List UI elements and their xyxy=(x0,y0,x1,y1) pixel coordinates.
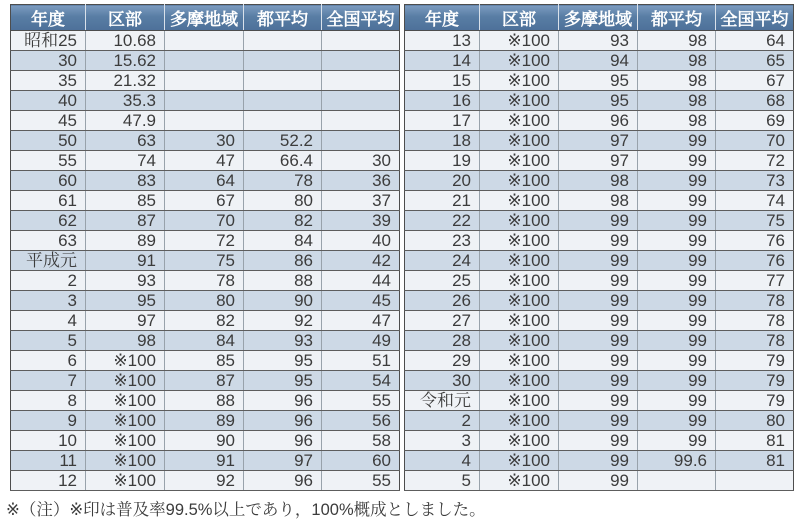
table-row xyxy=(11,371,400,391)
value-cell: 97 xyxy=(559,131,638,151)
value-cell: 96 xyxy=(244,391,322,411)
table-row xyxy=(405,111,794,131)
table-row xyxy=(405,451,794,471)
table-row xyxy=(405,71,794,91)
value-cell: 78 xyxy=(244,171,322,191)
value-cell: 84 xyxy=(244,231,322,251)
year-cell: 17 xyxy=(405,111,480,131)
value-cell: 21.32 xyxy=(86,71,165,91)
value-cell: 99 xyxy=(559,251,638,271)
value-cell: 80 xyxy=(165,291,244,311)
value-cell: 30 xyxy=(165,131,244,151)
value-cell: ※100 xyxy=(480,51,559,71)
year-cell: 12 xyxy=(11,471,86,491)
year-cell: 令和元 xyxy=(405,391,480,411)
value-cell: 85 xyxy=(165,351,244,371)
value-cell: 97 xyxy=(559,151,638,171)
value-cell: ※100 xyxy=(480,311,559,331)
column-header: 全国平均 xyxy=(716,5,794,31)
value-cell: 67 xyxy=(165,191,244,211)
value-cell: 89 xyxy=(86,231,165,251)
value-cell: 79 xyxy=(716,371,794,391)
value-cell: 98 xyxy=(638,31,716,51)
value-cell: 99 xyxy=(638,371,716,391)
value-cell: 89 xyxy=(165,411,244,431)
value-cell: 40 xyxy=(322,231,400,251)
value-cell: 88 xyxy=(244,271,322,291)
year-cell: 18 xyxy=(405,131,480,151)
value-cell: ※100 xyxy=(480,31,559,51)
table-row xyxy=(11,151,400,171)
table-row xyxy=(405,271,794,291)
value-cell: 99 xyxy=(559,331,638,351)
table-row xyxy=(405,411,794,431)
value-cell xyxy=(638,471,716,491)
value-cell: 86 xyxy=(244,251,322,271)
table-row xyxy=(11,311,400,331)
year-cell: 26 xyxy=(405,291,480,311)
value-cell: ※100 xyxy=(480,471,559,491)
value-cell xyxy=(244,111,322,131)
value-cell: 72 xyxy=(716,151,794,171)
value-cell: 99 xyxy=(638,171,716,191)
table-row xyxy=(405,431,794,451)
year-cell: 50 xyxy=(11,131,86,151)
value-cell: 93 xyxy=(244,331,322,351)
year-cell: 2 xyxy=(405,411,480,431)
value-cell: 56 xyxy=(322,411,400,431)
left-table xyxy=(10,4,400,491)
table-row xyxy=(405,171,794,191)
table-row xyxy=(11,271,400,291)
value-cell: 95 xyxy=(244,371,322,391)
year-cell: 28 xyxy=(405,331,480,351)
table-row xyxy=(11,471,400,491)
value-cell xyxy=(322,71,400,91)
value-cell: 99 xyxy=(638,271,716,291)
value-cell: 98 xyxy=(86,331,165,351)
table-row xyxy=(11,191,400,211)
value-cell: ※100 xyxy=(480,151,559,171)
value-cell: 97 xyxy=(244,451,322,471)
value-cell: 99 xyxy=(559,371,638,391)
year-cell: 27 xyxy=(405,311,480,331)
value-cell: 99 xyxy=(559,231,638,251)
value-cell: 55 xyxy=(322,391,400,411)
value-cell: ※100 xyxy=(480,351,559,371)
year-cell: 30 xyxy=(11,51,86,71)
value-cell: 60 xyxy=(322,451,400,471)
table-row xyxy=(11,291,400,311)
year-cell: 11 xyxy=(11,451,86,471)
value-cell: ※100 xyxy=(480,111,559,131)
table-row xyxy=(405,91,794,111)
value-cell xyxy=(322,131,400,151)
value-cell: 47 xyxy=(165,151,244,171)
value-cell: 99 xyxy=(638,131,716,151)
value-cell: ※100 xyxy=(480,131,559,151)
value-cell: 74 xyxy=(716,191,794,211)
value-cell: ※100 xyxy=(86,451,165,471)
value-cell: 81 xyxy=(716,451,794,471)
table-row xyxy=(11,331,400,351)
table-row xyxy=(405,331,794,351)
value-cell: 76 xyxy=(716,231,794,251)
year-cell: 23 xyxy=(405,231,480,251)
column-header: 区部 xyxy=(480,5,559,31)
table-row xyxy=(11,51,400,71)
table-row xyxy=(405,51,794,71)
value-cell: 67 xyxy=(716,71,794,91)
header-row xyxy=(11,5,400,31)
table-row xyxy=(11,391,400,411)
value-cell: 99 xyxy=(638,231,716,251)
value-cell: ※100 xyxy=(480,91,559,111)
value-cell: 47.9 xyxy=(86,111,165,131)
table-row xyxy=(11,111,400,131)
year-cell: 平成元 xyxy=(11,251,86,271)
table-row xyxy=(11,91,400,111)
value-cell: 49 xyxy=(322,331,400,351)
year-cell: 6 xyxy=(11,351,86,371)
year-cell: 19 xyxy=(405,151,480,171)
value-cell: 75 xyxy=(716,211,794,231)
value-cell: 95 xyxy=(86,291,165,311)
value-cell: 39 xyxy=(322,211,400,231)
value-cell: 72 xyxy=(165,231,244,251)
value-cell xyxy=(322,51,400,71)
table-row xyxy=(405,31,794,51)
column-header: 多摩地域 xyxy=(559,5,638,31)
value-cell: 93 xyxy=(86,271,165,291)
value-cell: 99 xyxy=(559,311,638,331)
value-cell: 10.68 xyxy=(86,31,165,51)
value-cell: ※100 xyxy=(480,71,559,91)
value-cell: 82 xyxy=(244,211,322,231)
table-row xyxy=(11,431,400,451)
value-cell: 76 xyxy=(716,251,794,271)
year-cell: 5 xyxy=(405,471,480,491)
value-cell: 96 xyxy=(559,111,638,131)
value-cell: 65 xyxy=(716,51,794,71)
value-cell: 84 xyxy=(165,331,244,351)
table-row xyxy=(405,311,794,331)
value-cell: 99 xyxy=(638,211,716,231)
table-row xyxy=(405,391,794,411)
value-cell: 98 xyxy=(638,111,716,131)
value-cell xyxy=(244,71,322,91)
footnote: ※（注）※印は普及率99.5%以上であり，100%概成としました。 xyxy=(6,501,486,519)
value-cell: 30 xyxy=(322,151,400,171)
value-cell: 95 xyxy=(244,351,322,371)
value-cell: 51 xyxy=(322,351,400,371)
table-row xyxy=(405,371,794,391)
value-cell xyxy=(322,111,400,131)
table-row xyxy=(11,71,400,91)
table-row xyxy=(11,251,400,271)
table-row xyxy=(405,471,794,491)
value-cell xyxy=(165,91,244,111)
table-row xyxy=(11,171,400,191)
value-cell: 44 xyxy=(322,271,400,291)
table-row xyxy=(405,291,794,311)
value-cell: 99 xyxy=(559,451,638,471)
value-cell: ※100 xyxy=(86,411,165,431)
value-cell: 99.6 xyxy=(638,451,716,471)
value-cell xyxy=(244,51,322,71)
value-cell: 90 xyxy=(244,291,322,311)
value-cell xyxy=(165,111,244,131)
value-cell: 99 xyxy=(638,311,716,331)
value-cell: ※100 xyxy=(480,211,559,231)
diffusion-rate-tables xyxy=(10,4,800,491)
year-cell: 29 xyxy=(405,351,480,371)
value-cell: ※100 xyxy=(480,191,559,211)
value-cell: 78 xyxy=(165,271,244,291)
right-table-head xyxy=(405,5,794,31)
value-cell: 99 xyxy=(559,391,638,411)
year-cell: 5 xyxy=(11,331,86,351)
value-cell: 78 xyxy=(716,291,794,311)
header-row xyxy=(405,5,794,31)
year-cell: 20 xyxy=(405,171,480,191)
value-cell: 78 xyxy=(716,331,794,351)
value-cell: 99 xyxy=(638,251,716,271)
value-cell: 96 xyxy=(244,411,322,431)
value-cell: ※100 xyxy=(480,271,559,291)
value-cell: 99 xyxy=(638,351,716,371)
value-cell: 99 xyxy=(559,431,638,451)
year-cell: 9 xyxy=(11,411,86,431)
year-cell: 14 xyxy=(405,51,480,71)
value-cell: ※100 xyxy=(86,431,165,451)
value-cell: 91 xyxy=(86,251,165,271)
year-cell: 40 xyxy=(11,91,86,111)
value-cell xyxy=(716,471,794,491)
value-cell: 99 xyxy=(638,431,716,451)
year-cell: 62 xyxy=(11,211,86,231)
value-cell xyxy=(244,91,322,111)
year-cell: 25 xyxy=(405,271,480,291)
year-cell: 4 xyxy=(11,311,86,331)
column-header: 年度 xyxy=(405,5,480,31)
year-cell: 35 xyxy=(11,71,86,91)
value-cell: ※100 xyxy=(480,411,559,431)
value-cell: 88 xyxy=(165,391,244,411)
table-row xyxy=(405,211,794,231)
value-cell: 92 xyxy=(165,471,244,491)
value-cell: 58 xyxy=(322,431,400,451)
table-row xyxy=(11,351,400,371)
value-cell: ※100 xyxy=(480,391,559,411)
year-cell: 60 xyxy=(11,171,86,191)
value-cell: ※100 xyxy=(480,171,559,191)
column-header: 全国平均 xyxy=(322,5,400,31)
value-cell: 55 xyxy=(322,471,400,491)
year-cell: 10 xyxy=(11,431,86,451)
left-table-head xyxy=(11,5,400,31)
column-header: 区部 xyxy=(86,5,165,31)
value-cell: 87 xyxy=(86,211,165,231)
table-row xyxy=(405,351,794,371)
value-cell: ※100 xyxy=(480,431,559,451)
year-cell: 3 xyxy=(405,431,480,451)
value-cell: 96 xyxy=(244,431,322,451)
column-header: 都平均 xyxy=(244,5,322,31)
value-cell: 64 xyxy=(716,31,794,51)
year-cell: 55 xyxy=(11,151,86,171)
value-cell: 82 xyxy=(165,311,244,331)
value-cell: ※100 xyxy=(86,371,165,391)
value-cell: ※100 xyxy=(86,471,165,491)
table-row xyxy=(405,151,794,171)
value-cell: 93 xyxy=(559,31,638,51)
column-header: 多摩地域 xyxy=(165,5,244,31)
value-cell: 63 xyxy=(86,131,165,151)
value-cell: 96 xyxy=(244,471,322,491)
value-cell: 69 xyxy=(716,111,794,131)
year-cell: 2 xyxy=(11,271,86,291)
year-cell: 昭和25 xyxy=(11,31,86,51)
value-cell: 91 xyxy=(165,451,244,471)
column-header: 都平均 xyxy=(638,5,716,31)
year-cell: 3 xyxy=(11,291,86,311)
value-cell: 42 xyxy=(322,251,400,271)
value-cell: 94 xyxy=(559,51,638,71)
value-cell: 66.4 xyxy=(244,151,322,171)
value-cell: 92 xyxy=(244,311,322,331)
value-cell: 99 xyxy=(559,351,638,371)
value-cell: 99 xyxy=(638,191,716,211)
value-cell: 77 xyxy=(716,271,794,291)
value-cell: 99 xyxy=(559,211,638,231)
value-cell: 83 xyxy=(86,171,165,191)
value-cell: 95 xyxy=(559,71,638,91)
value-cell: 99 xyxy=(638,291,716,311)
value-cell: 70 xyxy=(165,211,244,231)
table-row xyxy=(11,211,400,231)
value-cell: 54 xyxy=(322,371,400,391)
value-cell: ※100 xyxy=(86,351,165,371)
value-cell: 80 xyxy=(716,411,794,431)
value-cell: 99 xyxy=(638,331,716,351)
value-cell: 47 xyxy=(322,311,400,331)
value-cell: 99 xyxy=(559,411,638,431)
value-cell: 80 xyxy=(244,191,322,211)
value-cell: ※100 xyxy=(480,291,559,311)
year-cell: 16 xyxy=(405,91,480,111)
year-cell: 30 xyxy=(405,371,480,391)
value-cell: 78 xyxy=(716,311,794,331)
value-cell: 99 xyxy=(638,411,716,431)
value-cell: 64 xyxy=(165,171,244,191)
year-cell: 21 xyxy=(405,191,480,211)
value-cell: 79 xyxy=(716,351,794,371)
value-cell: 98 xyxy=(638,71,716,91)
year-cell: 13 xyxy=(405,31,480,51)
value-cell: ※100 xyxy=(480,371,559,391)
table-row xyxy=(405,231,794,251)
value-cell: ※100 xyxy=(480,251,559,271)
table-row xyxy=(405,191,794,211)
column-header: 年度 xyxy=(11,5,86,31)
year-cell: 63 xyxy=(11,231,86,251)
value-cell: 37 xyxy=(322,191,400,211)
value-cell: ※100 xyxy=(86,391,165,411)
table-row xyxy=(405,131,794,151)
value-cell xyxy=(165,51,244,71)
value-cell: 70 xyxy=(716,131,794,151)
value-cell: 36 xyxy=(322,171,400,191)
value-cell: 73 xyxy=(716,171,794,191)
value-cell: 98 xyxy=(638,91,716,111)
year-cell: 15 xyxy=(405,71,480,91)
table-row xyxy=(11,131,400,151)
year-cell: 24 xyxy=(405,251,480,271)
value-cell: ※100 xyxy=(480,331,559,351)
table-row xyxy=(11,231,400,251)
value-cell: 98 xyxy=(559,191,638,211)
year-cell: 7 xyxy=(11,371,86,391)
value-cell: 52.2 xyxy=(244,131,322,151)
year-cell: 4 xyxy=(405,451,480,471)
value-cell: 99 xyxy=(559,471,638,491)
value-cell: 68 xyxy=(716,91,794,111)
table-row xyxy=(11,451,400,471)
value-cell: 85 xyxy=(86,191,165,211)
table-row xyxy=(405,251,794,271)
value-cell: 45 xyxy=(322,291,400,311)
value-cell: 79 xyxy=(716,391,794,411)
table-row xyxy=(11,31,400,51)
value-cell: 99 xyxy=(638,391,716,411)
year-cell: 8 xyxy=(11,391,86,411)
value-cell: ※100 xyxy=(480,451,559,471)
right-table xyxy=(404,4,794,491)
value-cell xyxy=(165,31,244,51)
value-cell xyxy=(322,31,400,51)
value-cell: 75 xyxy=(165,251,244,271)
value-cell: 99 xyxy=(559,271,638,291)
value-cell: 35.3 xyxy=(86,91,165,111)
value-cell: 90 xyxy=(165,431,244,451)
value-cell: 99 xyxy=(559,291,638,311)
year-cell: 22 xyxy=(405,211,480,231)
value-cell: 98 xyxy=(638,51,716,71)
value-cell xyxy=(244,31,322,51)
value-cell: 87 xyxy=(165,371,244,391)
left-table-body xyxy=(11,31,400,491)
value-cell: 81 xyxy=(716,431,794,451)
year-cell: 61 xyxy=(11,191,86,211)
value-cell: 95 xyxy=(559,91,638,111)
table-row xyxy=(11,411,400,431)
value-cell: ※100 xyxy=(480,231,559,251)
value-cell xyxy=(165,71,244,91)
value-cell: 74 xyxy=(86,151,165,171)
value-cell: 99 xyxy=(638,151,716,171)
value-cell: 98 xyxy=(559,171,638,191)
value-cell: 97 xyxy=(86,311,165,331)
right-table-body xyxy=(405,31,794,491)
value-cell xyxy=(322,91,400,111)
value-cell: 15.62 xyxy=(86,51,165,71)
year-cell: 45 xyxy=(11,111,86,131)
